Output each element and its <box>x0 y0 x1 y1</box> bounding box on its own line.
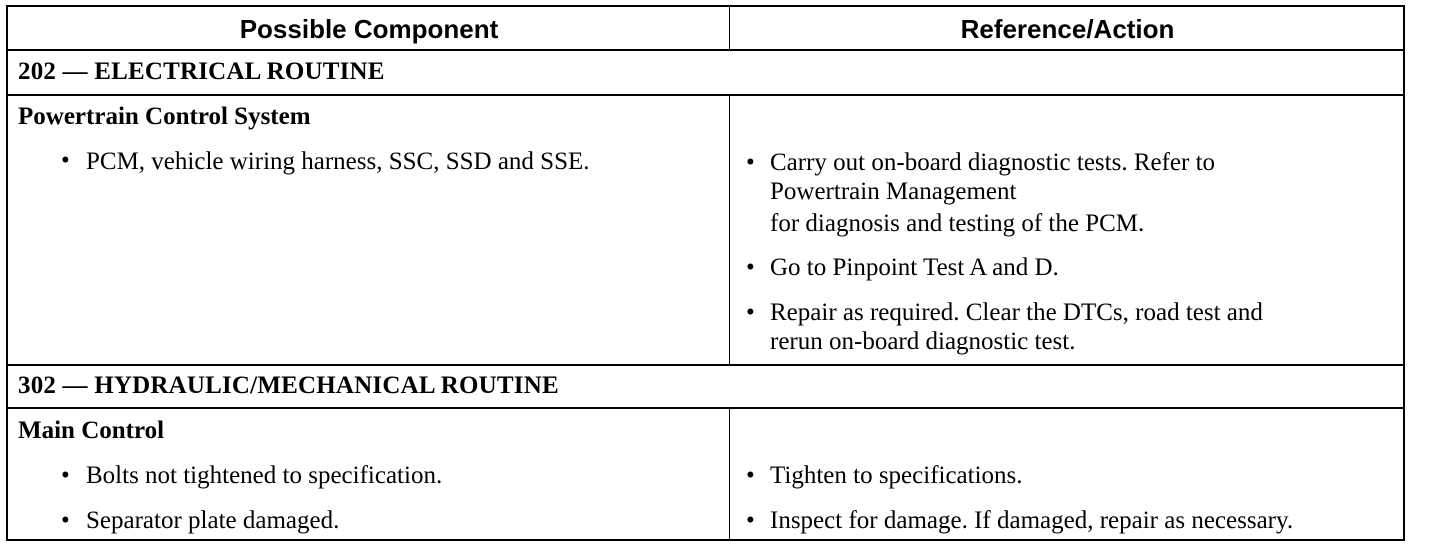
bullet-icon: • <box>61 462 70 489</box>
section-title-electrical: 202 — ELECTRICAL ROUTINE <box>18 58 385 85</box>
bullet-icon: • <box>746 299 755 326</box>
bullet-icon: • <box>746 462 755 489</box>
component-item: Separator plate damaged. <box>86 507 340 534</box>
component-item: PCM, vehicle wiring harness, SSC, SSD and SSE. <box>86 148 590 175</box>
row-divider <box>8 364 1403 366</box>
row-divider <box>8 407 1403 409</box>
action-item: Go to Pinpoint Test A and D. <box>770 254 1059 281</box>
component-item: Bolts not tightened to specification. <box>86 462 443 489</box>
bullet-icon: • <box>746 254 755 281</box>
header-possible-component: Possible Component <box>239 14 499 44</box>
action-line: Repair as required. Clear the DTCs, road test and <box>770 299 1263 326</box>
diagnostic-table <box>6 5 1405 541</box>
action-item <box>770 298 1263 356</box>
row-divider <box>8 49 1403 51</box>
column-divider <box>729 95 730 365</box>
action-line: for diagnosis and testing of the PCM. <box>770 210 1145 237</box>
section-title-hydraulic: 302 — HYDRAULIC/MECHANICAL ROUTINE <box>18 372 559 399</box>
bullet-icon: • <box>746 149 755 176</box>
action-line: rerun on-board diagnostic test. <box>770 328 1076 355</box>
component-group-main-control: Main Control <box>18 417 165 444</box>
column-divider <box>729 408 730 539</box>
bullet-icon: • <box>746 507 755 534</box>
bullet-icon: • <box>61 147 70 174</box>
action-item: Inspect for damage. If damaged, repair as necessary. <box>770 507 1294 534</box>
action-item <box>770 148 1215 238</box>
component-group-powertrain: Powertrain Control System <box>18 103 311 130</box>
header-reference-action: Reference/Action <box>960 14 1175 44</box>
action-line: Carry out on-board diagnostic tests. Refer to <box>770 149 1216 176</box>
action-link-powertrain-management: Powertrain Management <box>770 178 1017 205</box>
action-item: Tighten to specifications. <box>770 462 1023 489</box>
row-divider <box>8 94 1403 96</box>
bullet-icon: • <box>61 507 70 534</box>
column-divider <box>729 7 730 50</box>
